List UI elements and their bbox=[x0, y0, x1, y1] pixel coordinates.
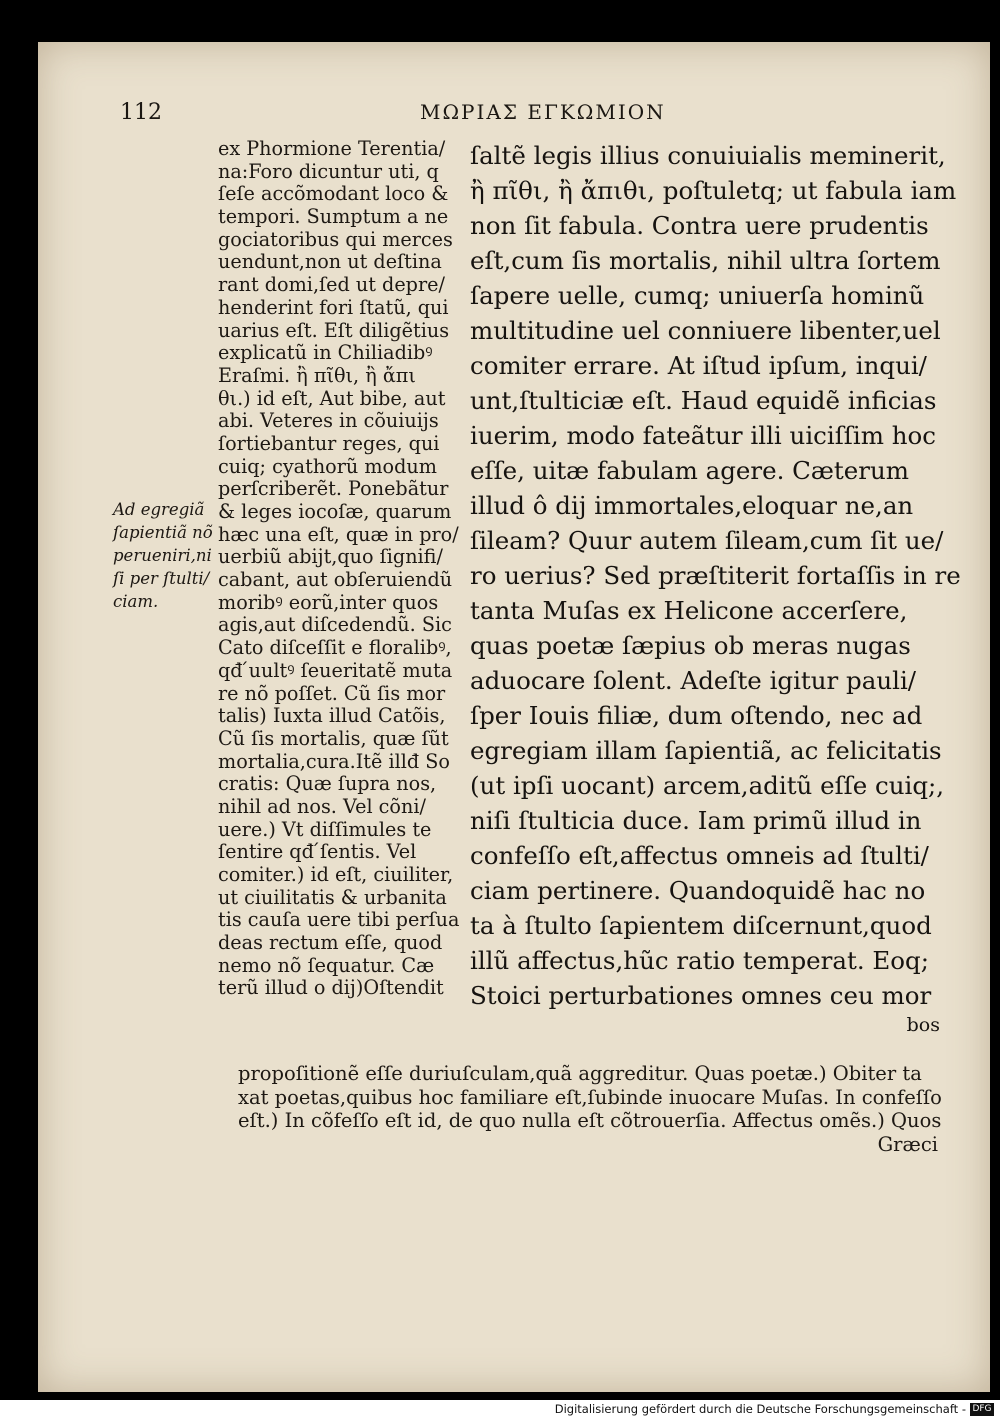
commentary-line: nihil ad nos. Vel cõni/ bbox=[218, 795, 426, 818]
commentary-line: cabant, aut obſeruiendũ bbox=[218, 569, 453, 592]
commentary-line: cratis: Quæ ſupra nos, bbox=[218, 773, 437, 796]
main-text-line: tanta Muſas ex Helicone accerſere, bbox=[470, 596, 908, 625]
commentary-line: mortalia,cura.Itẽ illđ So bbox=[218, 750, 450, 773]
commentary-line: cuiq; cyathorũ modum bbox=[218, 455, 437, 478]
bottom-commentary bbox=[238, 1062, 942, 1156]
commentary-line: ſortiebantur reges, qui bbox=[218, 432, 440, 455]
commentary-line: terũ illud o dij)Oſtendit bbox=[218, 977, 444, 1000]
commentary-line: na:Foro dicuntur uti, q bbox=[218, 160, 439, 183]
main-text-line: illũ affectus,hũc ratio temperat. Eoq; bbox=[470, 946, 929, 975]
main-text-line: non ſit fabula. Contra uere prudentis bbox=[470, 211, 929, 240]
commentary-line: agis,aut diſcedendũ. Sic bbox=[218, 614, 452, 637]
main-text-line: egregiam illam ſapientiã, ac felicitatis bbox=[470, 736, 942, 765]
main-text-line: (ut ipſi uocant) arcem,aditũ eſſe cuiq;, bbox=[470, 771, 945, 800]
commentary-line: uarius eſt. Eſt diligẽtius bbox=[218, 319, 450, 342]
commentary-line: comiter.) id eſt, ciuiliter, bbox=[218, 864, 454, 886]
main-text-line: aduocare ſolent. Adeſte igitur pauli/ bbox=[470, 666, 917, 695]
page-number: 112 bbox=[120, 100, 162, 125]
marginal-side-note bbox=[113, 498, 213, 613]
main-text-line: confeſſo eſt,affectus omneis ad ſtulti/ bbox=[470, 841, 929, 870]
main-text-line: ta à ſtulto ſapientem diſcernunt,quod bbox=[470, 911, 932, 940]
main-text-line: quas poetæ ſæpius ob meras nugas bbox=[470, 631, 911, 660]
commentary-line: Eraſmi. ἢ πῖθι, ἢ ἄπι bbox=[218, 364, 416, 387]
main-text-line: comiter errare. At iſtud ipſum, inqui/ bbox=[470, 351, 927, 380]
commentary-line: rant domi,ſed ut depre/ bbox=[218, 274, 445, 297]
main-text-line: Stoici perturbationes omnes ceu mor bbox=[470, 981, 932, 1010]
commentary-line: Cũ ſis mortalis, quæ ſũt bbox=[218, 727, 449, 750]
commentary-line: explicatũ in Chiliadibꝰ bbox=[218, 342, 433, 365]
commentary-line: ut ciuilitatis & urbanita bbox=[218, 886, 447, 909]
main-text-line: ſper Iouis filiæ, dum oſtendo, nec ad bbox=[470, 701, 923, 730]
bottom-note-line: eſt.) In cõfeſſo eſt id, de quo nulla eſt cõtrouerſia. Affectus omẽs.) Quos bbox=[238, 1109, 942, 1132]
main-text-line: multitudine uel conniuere libenter,uel bbox=[470, 316, 941, 345]
main-text-line: illud ô dij immortales,eloquar ne,an bbox=[470, 491, 914, 520]
commentary-line: moribꝰ eorũ,inter quos bbox=[218, 591, 439, 614]
commentary-line: & leges iocoſæ, quarum bbox=[218, 501, 452, 523]
main-text-line: unt,ſtulticiæ eſt. Haud equidẽ inficias bbox=[470, 386, 937, 415]
running-header bbox=[120, 100, 740, 136]
main-text-line: ſaltẽ legis illius conuiuialis meminerit, bbox=[470, 141, 946, 170]
commentary-line: tis cauſa uere tibi perſua bbox=[218, 909, 460, 932]
main-text-line: eſt,cum ſis mortalis, nihil ultra ſortem bbox=[470, 246, 941, 275]
main-text-column bbox=[470, 138, 961, 1037]
dfg-logo: DFG bbox=[970, 1403, 994, 1416]
commentary-line: uere.) Vt diſſimules te bbox=[218, 818, 432, 841]
bottom-catchword: Græci bbox=[877, 1132, 938, 1156]
footer-credit: Digitalisierung gefördert durch die Deutsche Forschungsgemeinschaft - bbox=[554, 1402, 966, 1416]
commentary-line: gociatoribus qui merces bbox=[218, 228, 453, 251]
commentary-line: uendunt,non ut deſtina bbox=[218, 251, 442, 274]
commentary-line: henderint fori ſtatũ, qui bbox=[218, 296, 449, 319]
main-text-line: ἢ πῖθι, ἢ ἄπιθι, poſtuletq; ut fabula iam bbox=[470, 176, 957, 205]
bottom-note-line: propoſitionẽ eſſe duriuſculam,quã aggreditur. Quas poetæ.) Obiter ta bbox=[238, 1062, 922, 1085]
commentary-line: θι.) id eſt, Aut bibe, aut bbox=[218, 387, 446, 410]
main-text-line: ſapere uelle, cumq; uniuerſa hominũ bbox=[470, 281, 925, 310]
commentary-line: perſcriberẽt. Ponebãtur bbox=[218, 478, 449, 501]
side-note-line: Ad egregiã bbox=[113, 500, 205, 519]
main-text-line: ciam pertinere. Quandoquidẽ hac no bbox=[470, 876, 926, 905]
commentary-line: ſentire qđ ́ſentis. Vel bbox=[218, 841, 417, 864]
side-note-line: perueniri,ni bbox=[113, 546, 212, 565]
running-title: ΜΩΡΙΑΣ ΕΓΚΩΜΙΟΝ bbox=[420, 100, 666, 124]
main-catchword: bos bbox=[906, 1014, 940, 1036]
commentary-line: ex Phormione Terentia/ bbox=[218, 138, 446, 160]
side-note-line: ciam. bbox=[113, 592, 159, 611]
main-text-line: eſſe, uitæ fabulam agere. Cæterum bbox=[470, 456, 910, 485]
commentary-line: deas rectum eſſe, quod bbox=[218, 932, 443, 955]
commentary-line: qđ ́uultꝰ ſeueritatẽ muta bbox=[218, 659, 453, 682]
side-note-line: ſi per ſtulti/ bbox=[113, 569, 210, 588]
side-note-line: ſapientiã nõ bbox=[113, 523, 213, 542]
commentary-line: ſeſe accõmodant loco & bbox=[218, 183, 449, 206]
commentary-line: nemo nõ ſequatur. Cæ bbox=[218, 954, 435, 977]
main-text-line: ſileam? Quur autem ſileam,cum ſit ue/ bbox=[470, 526, 944, 555]
commentary-line: uerbiũ abijt,quo ſignifi/ bbox=[218, 546, 443, 569]
commentary-line: talis) Iuxta illud Catõis, bbox=[218, 705, 446, 728]
digitization-footer bbox=[0, 1400, 1000, 1420]
commentary-line: Cato diſceſſit e floralibꝰ, bbox=[218, 637, 452, 660]
commentary-line: hæc una eſt, quæ in pro/ bbox=[218, 523, 459, 546]
commentary-line: abi. Veteres in cõuiuijs bbox=[218, 410, 439, 433]
main-text-line: niſi ſtulticia duce. Iam primũ illud in bbox=[470, 806, 922, 835]
main-text-line: ro uerius? Sed præſtiterit fortaſſis in re bbox=[470, 561, 961, 590]
main-text-line: iuerim, modo fateãtur illi uiciſſim hoc bbox=[470, 421, 936, 450]
bottom-note-line: xat poetas,quibus hoc familiare eſt,ſubinde inuocare Muſas. In confeſſo bbox=[238, 1085, 942, 1109]
commentary-line: re nõ poſſet. Cũ ſis mor bbox=[218, 682, 446, 705]
commentary-column bbox=[218, 138, 463, 1000]
commentary-line: tempori. Sumptum a ne bbox=[218, 206, 449, 229]
